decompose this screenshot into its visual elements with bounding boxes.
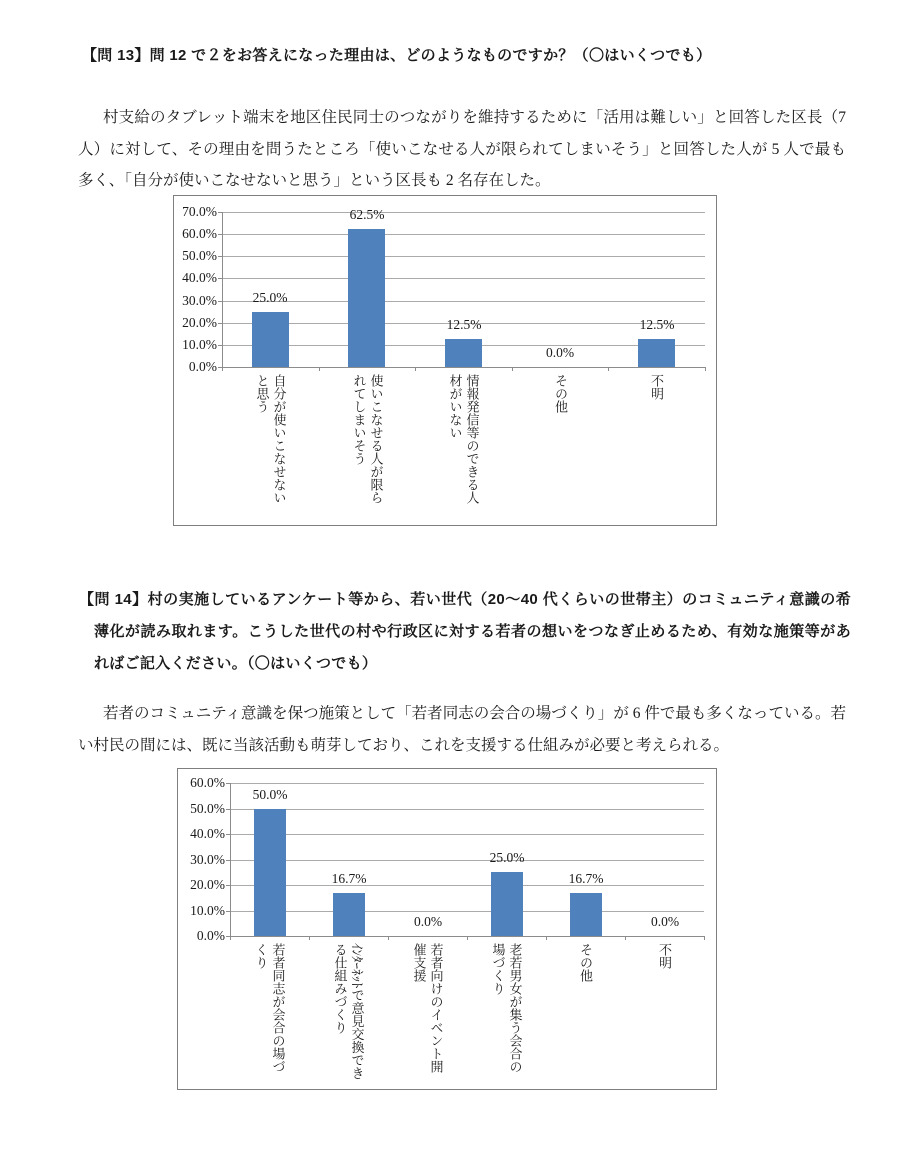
category-label xyxy=(415,374,512,522)
bar-value-label: 0.0% xyxy=(650,914,680,929)
bar-value-label: 25.0% xyxy=(489,850,525,865)
question-14-summary-paragraph: 若者のコミュニティ意識を保つ施策として「若者同志の会合の場づくり」が 6 件で最も多くなっている。若い村民の間には、既に当該活動も萌芽しており、これを支援する仕組みが必要と考えられる。 xyxy=(78,705,846,754)
bar-value-label: 12.5% xyxy=(446,317,482,332)
y-axis-line xyxy=(230,783,231,936)
chart-gridline xyxy=(222,278,705,279)
y-axis-tick-label: 70.0% xyxy=(182,204,217,219)
chart-gridline xyxy=(230,885,704,886)
chart-q13-tablet-difficulty-reasons xyxy=(173,195,717,526)
y-axis-tick-label: 50.0% xyxy=(190,801,225,816)
category-label xyxy=(319,374,416,522)
x-axis-tick-mark xyxy=(415,367,416,371)
category-label-text: 老若男女が集う会合の場づくり xyxy=(490,943,523,1073)
category-label-text: 不明 xyxy=(657,943,672,969)
x-axis-tick-mark xyxy=(319,367,320,371)
question-13-title: 【問 13】問 12 で２をお答えになった理由は、どのようなものですか？（〇はいくつでも） xyxy=(82,47,712,64)
x-axis-tick-mark xyxy=(230,936,231,940)
category-label xyxy=(388,943,467,1090)
x-axis-tick-mark xyxy=(625,936,626,940)
y-axis-tick-label: 0.0% xyxy=(188,359,217,374)
bar-value-label: 12.5% xyxy=(639,317,675,332)
bar-value-label: 16.7% xyxy=(568,871,604,886)
y-axis-tick-label: 60.0% xyxy=(182,226,217,241)
category-label xyxy=(222,374,319,522)
chart-gridline xyxy=(230,911,704,912)
bar-value-label: 50.0% xyxy=(252,787,288,802)
category-label xyxy=(546,943,625,1090)
bar-value-label: 62.5% xyxy=(349,207,385,222)
y-axis-tick-label: 20.0% xyxy=(190,877,225,892)
x-axis-tick-mark xyxy=(546,936,547,940)
bar-1 xyxy=(348,229,385,367)
bar-value-label: 0.0% xyxy=(413,914,443,929)
y-axis-tick-label: 0.0% xyxy=(196,928,225,943)
y-axis-tick-label: 20.0% xyxy=(182,315,217,330)
category-label-text: ｲﾝﾀｰﾈｯﾄで意見交換できる仕組みづくり xyxy=(332,943,365,1080)
x-axis-tick-mark xyxy=(704,936,705,940)
y-axis-line xyxy=(222,212,223,367)
bar-4 xyxy=(570,893,602,936)
chart-gridline xyxy=(230,834,704,835)
category-label xyxy=(625,943,704,1090)
chart-gridline xyxy=(222,234,705,235)
y-axis-tick-label: 30.0% xyxy=(190,852,225,867)
category-label-text: 自分が使いこなせないと思う xyxy=(254,374,287,504)
category-label-text: 若者向けのイベント開催支援 xyxy=(411,943,444,1073)
y-axis-tick-label: 30.0% xyxy=(182,293,217,308)
category-label xyxy=(512,374,609,522)
x-axis-tick-mark xyxy=(388,936,389,940)
chart-q14-youth-community-measures xyxy=(177,768,717,1090)
chart-gridline xyxy=(230,809,704,810)
bar-0 xyxy=(254,809,286,936)
question-13-summary-paragraph: 村支給のタブレット端末を地区住民同士のつながりを維持するために「活用は難しい」と回答した区長（7 人）に対して、その理由を問うたところ「使いこなせる人が限られてしまいそう」と回答した人が 5 人で最も多く、「自分が使いこなせないと思う」という区長も 2 名存在した。 xyxy=(78,109,846,189)
x-axis-tick-mark xyxy=(309,936,310,940)
chart-gridline xyxy=(222,256,705,257)
bar-2 xyxy=(445,339,482,367)
x-axis-tick-mark xyxy=(608,367,609,371)
bar-0 xyxy=(252,312,289,367)
y-axis-tick-label: 50.0% xyxy=(182,248,217,263)
category-label xyxy=(309,943,388,1090)
y-axis-tick-label: 40.0% xyxy=(182,270,217,285)
category-label-text: その他 xyxy=(553,374,568,413)
category-label-text: 使いこなせる人が限られてしまいそう xyxy=(351,374,384,504)
category-label-text: 若者同志が会合の場づくり xyxy=(253,943,286,1073)
bar-value-label: 25.0% xyxy=(252,290,288,305)
x-axis-line xyxy=(222,367,705,368)
x-axis-tick-mark xyxy=(512,367,513,371)
chart-gridline xyxy=(230,783,704,784)
chart-gridline xyxy=(222,212,705,213)
bar-1 xyxy=(333,893,365,936)
category-label-text: その他 xyxy=(578,943,593,982)
category-label xyxy=(467,943,546,1090)
y-axis-tick-label: 40.0% xyxy=(190,826,225,841)
y-axis-tick-label: 10.0% xyxy=(182,337,217,352)
category-label-text: 情報発信等のできる人材がいない xyxy=(447,374,480,504)
question-14-title: 【問 14】村の実施しているアンケート等から、若い世代（20～40 代くらいの世帯主）のコミュニティ意識の希薄化が読み取れます。こうした世代の村や行政区に対する若者の想いをつなぎ止めるため、有効な施策等があればご記入ください。（〇はいくつでも） xyxy=(79,591,851,672)
x-axis-tick-mark xyxy=(222,367,223,371)
category-label xyxy=(608,374,705,522)
category-label xyxy=(230,943,309,1090)
category-label-text: 不明 xyxy=(649,374,664,400)
bar-value-label: 16.7% xyxy=(331,871,367,886)
x-axis-tick-mark xyxy=(705,367,706,371)
bar-3 xyxy=(491,872,523,936)
y-axis-tick-label: 60.0% xyxy=(190,775,225,790)
y-axis-tick-label: 10.0% xyxy=(190,903,225,918)
x-axis-tick-mark xyxy=(467,936,468,940)
bar-4 xyxy=(638,339,675,367)
bar-value-label: 0.0% xyxy=(545,345,575,360)
